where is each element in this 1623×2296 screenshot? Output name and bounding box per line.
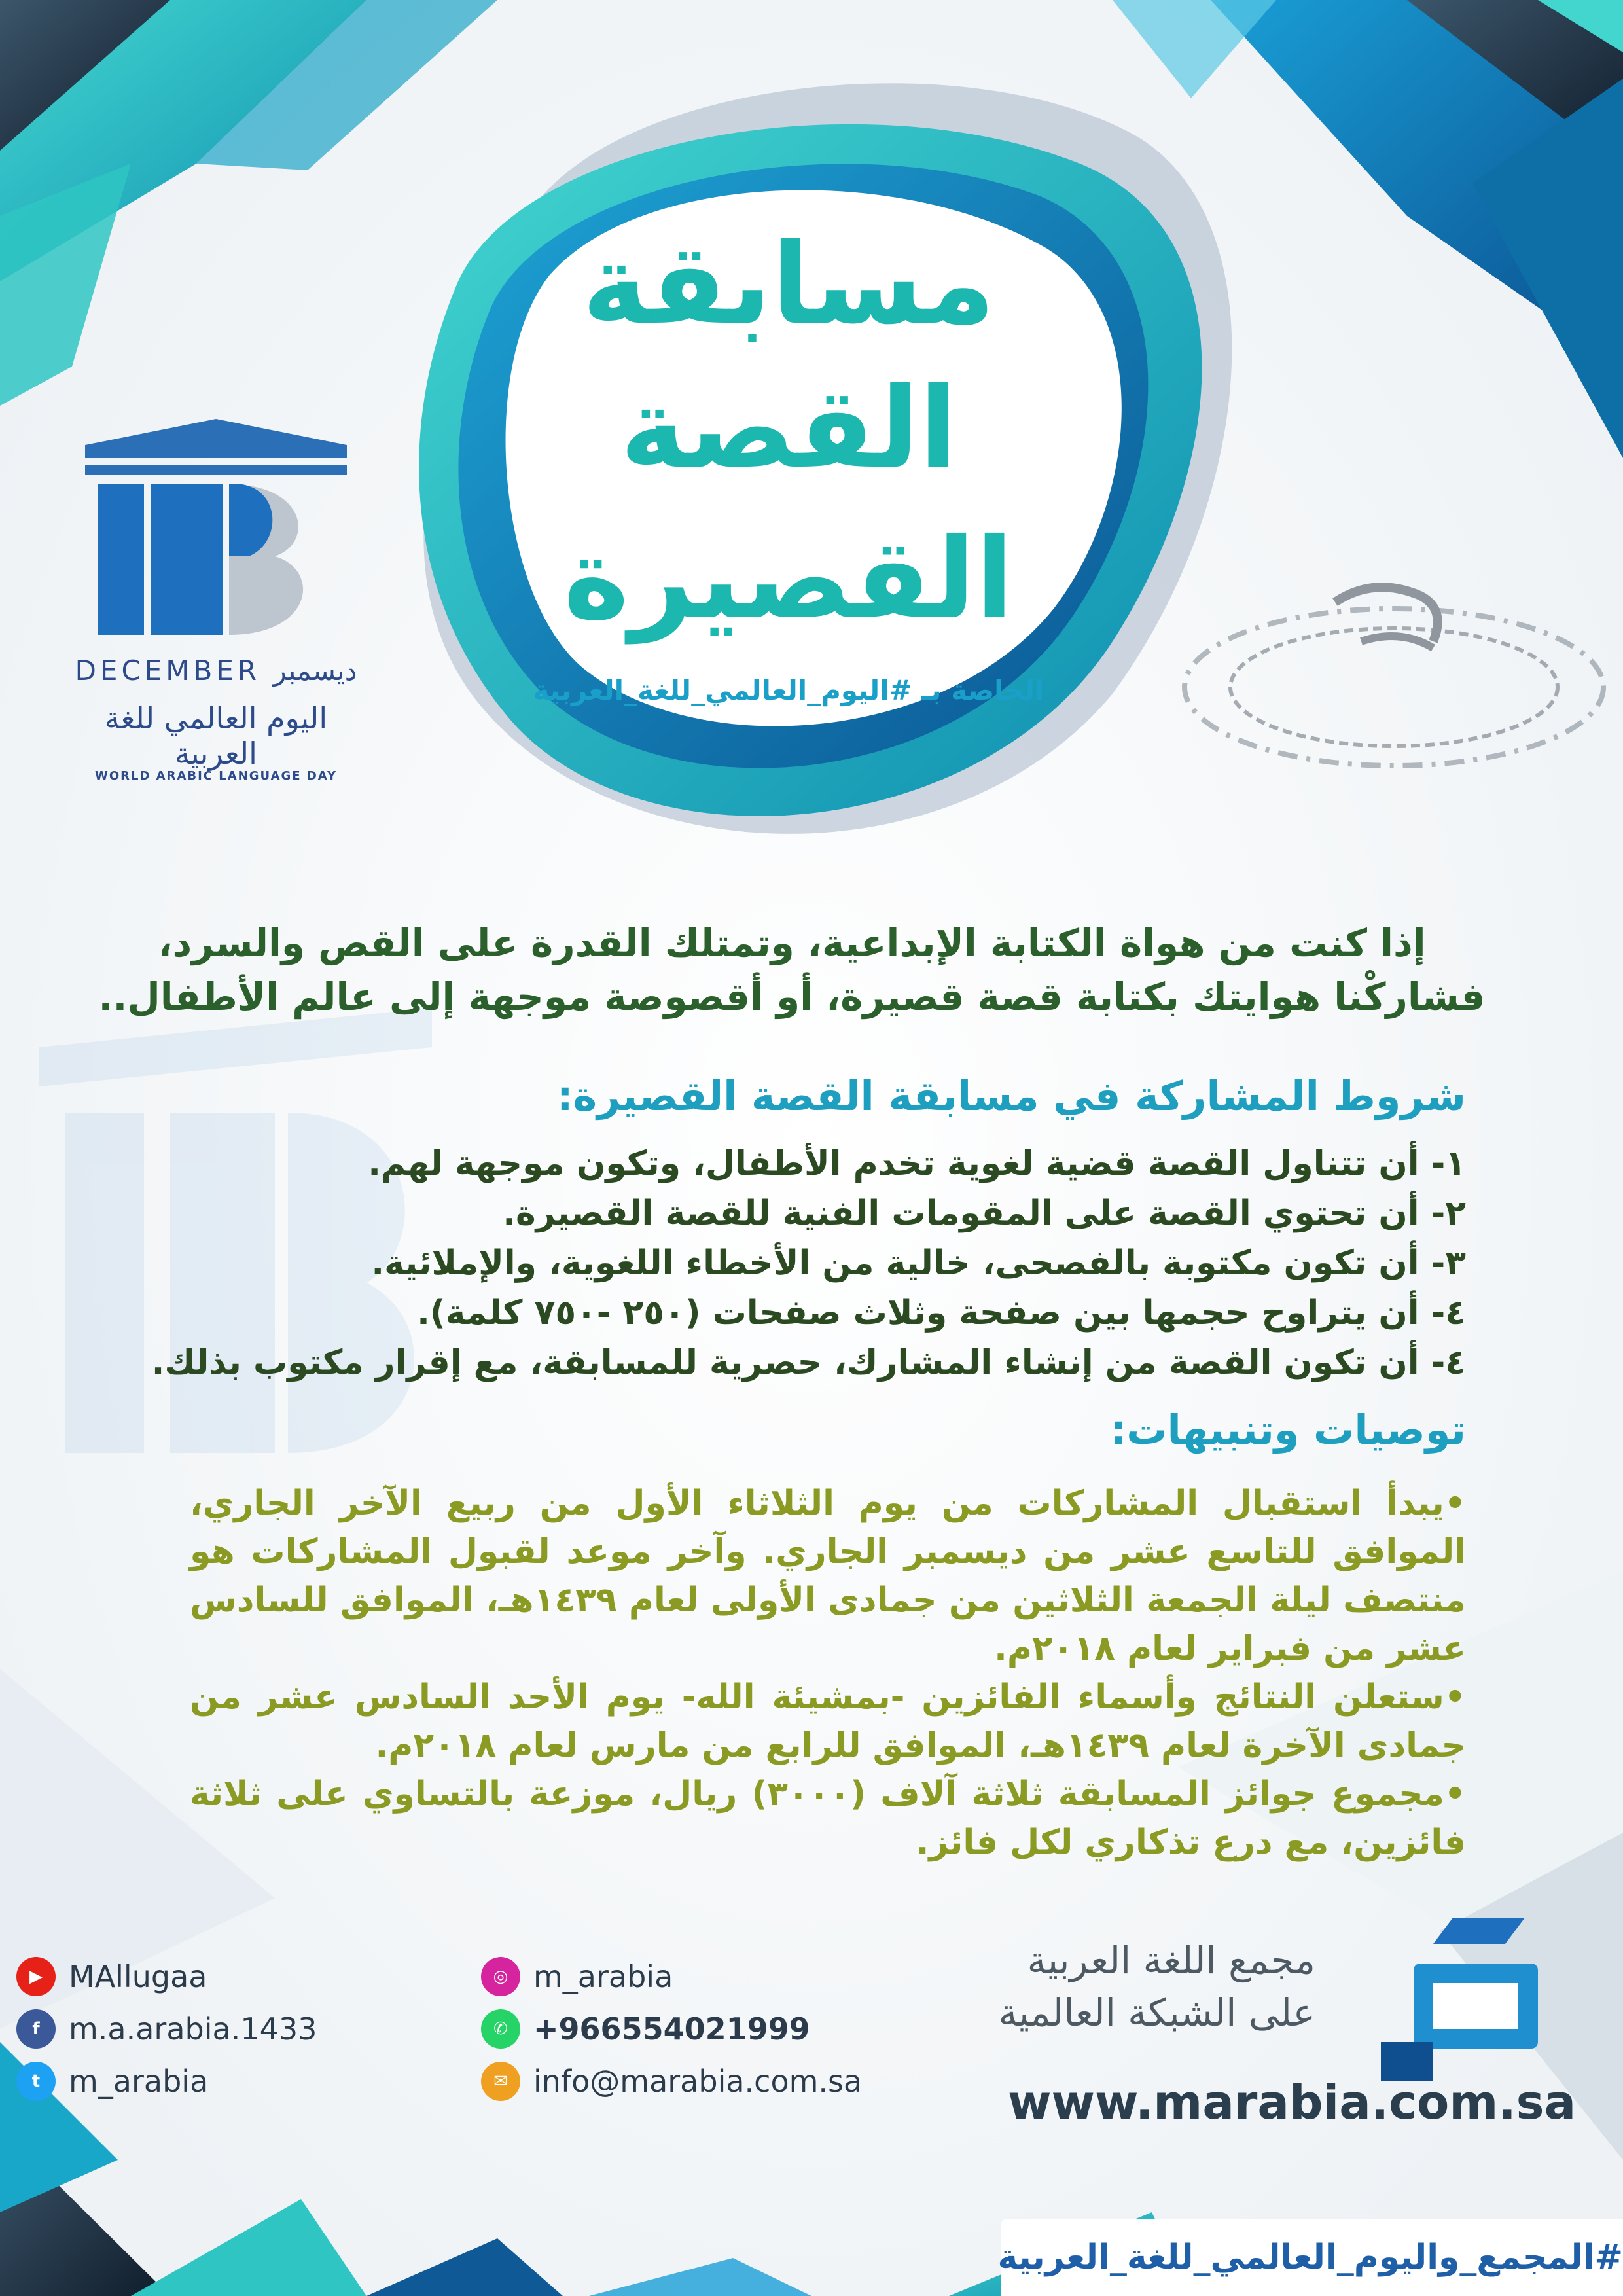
wald-month-ar: ديسمبر xyxy=(273,655,357,687)
wald-name-ar: اليوم العالمي للغة العربية xyxy=(104,700,328,771)
notes-heading: توصيات وتنبيهات: xyxy=(1110,1406,1466,1454)
youtube-icon: ▶ xyxy=(16,1957,56,1996)
wald-name-en: WORLD ARABIC LANGUAGE DAY xyxy=(94,769,338,783)
notes-list xyxy=(190,1479,1466,1867)
youtube-handle: MAllugaa xyxy=(69,1959,207,1994)
page-subtitle: الخاصة بـ #اليوم_العالمي_للغة_العربية xyxy=(533,674,1044,706)
wald-month xyxy=(72,655,360,687)
intro-line-1: إذا كنت من هواة الكتابة الإبداعية، وتمتلك القدرة على القص والسرد، xyxy=(158,921,1426,965)
contact-twitter[interactable] xyxy=(16,2055,317,2108)
list-item: ٤- أن تكون القصة من إنشاء المشارك، حصرية للمسابقة، مع إقرار مكتوب بذلك. xyxy=(151,1343,1466,1382)
email-icon: ✉ xyxy=(481,2062,520,2101)
whatsapp-icon: ✆ xyxy=(481,2009,520,2049)
organization-name xyxy=(726,1934,1315,2039)
wald-month-en: DECEMBER xyxy=(75,655,261,687)
facebook-handle: m.a.arabia.1433 xyxy=(69,2011,317,2047)
list-item: ٤- أن يتراوح حجمها بين صفحة وثلاث صفحات (٢٥٠ -٧٥٠ كلمة). xyxy=(417,1293,1466,1333)
list-item: •يبدأ استقبال المشاركات من يوم الثلاثاء الأول من ربيع الآخر الجاري، الموافق للتاسع عشر من ديسمبر الجاري. وآخر موعد لقبول المشاركات هو منتصف ليلة الجمعة الثلاثين من جمادى الأولى لعام ١٤٣٩هـ، الموافق للسادس عشر من فبراير لعام ٢٠١٨م. xyxy=(190,1484,1466,1668)
page-title-line2: القصة القصيرة xyxy=(563,364,1014,644)
email-address: info@marabia.com.sa xyxy=(533,2064,863,2099)
intro-paragraph xyxy=(59,916,1525,1024)
twitter-handle: m_arabia xyxy=(69,2064,209,2099)
facebook-icon: f xyxy=(16,2009,56,2049)
instagram-icon: ◎ xyxy=(481,1957,520,1996)
website-link[interactable]: www.marabia.com.sa xyxy=(1008,2075,1577,2130)
organization-name-line-1: مجمع اللغة العربية xyxy=(1027,1938,1315,1982)
organization-name-line-2: على الشبكة العالمية xyxy=(998,1990,1315,2035)
conditions-list xyxy=(105,1139,1466,1388)
list-item: ٣- أن تكون مكتوبة بالفصحى، خالية من الأخطاء اللغوية، والإملائية. xyxy=(371,1244,1466,1283)
wald-logo xyxy=(72,419,360,798)
twitter-icon: t xyxy=(16,2062,56,2101)
contact-email[interactable] xyxy=(481,2055,862,2108)
hashtag-banner: #المجمع_واليوم_العالمي_للغة_العربية xyxy=(1001,2219,1623,2296)
contact-youtube[interactable] xyxy=(16,1950,317,2003)
whatsapp-number: +966554021999 xyxy=(533,2011,810,2047)
title-block xyxy=(419,216,1158,713)
instagram-handle: m_arabia xyxy=(533,1959,673,1994)
list-item: ٢- أن تحتوي القصة على المقومات الفنية للقصة القصيرة. xyxy=(503,1194,1466,1233)
list-item: •مجموع جوائز المسابقة ثلاثة آلاف (٣٠٠٠) ريال، موزعة بالتساوي على ثلاثة فائزين، مع درع تذكاري لكل فائز. xyxy=(190,1774,1466,1862)
list-item: ١- أن تتناول القصة قضية لغوية تخدم الأطفال، وتكون موجهة لهم. xyxy=(368,1144,1466,1183)
contacts-left xyxy=(16,1950,317,2108)
contact-facebook[interactable] xyxy=(16,2003,317,2055)
intro-line-2: فشاركْنا هوايتك بكتابة قصة قصيرة، أو أقصوصة موجهة إلى عالم الأطفال.. xyxy=(98,975,1486,1019)
list-item: •ستعلن النتائج وأسماء الفائزين -بمشيئة الله- يوم الأحد السادس عشر من جمادى الآخرة لعام ١٤٣٩هـ، الموافق للرابع من مارس لعام ٢٠١٨م. xyxy=(190,1677,1466,1765)
page-title: مسابقة xyxy=(582,220,995,350)
conditions-heading: شروط المشاركة في مسابقة القصة القصيرة: xyxy=(556,1072,1466,1120)
wald-18-icon xyxy=(72,419,360,655)
